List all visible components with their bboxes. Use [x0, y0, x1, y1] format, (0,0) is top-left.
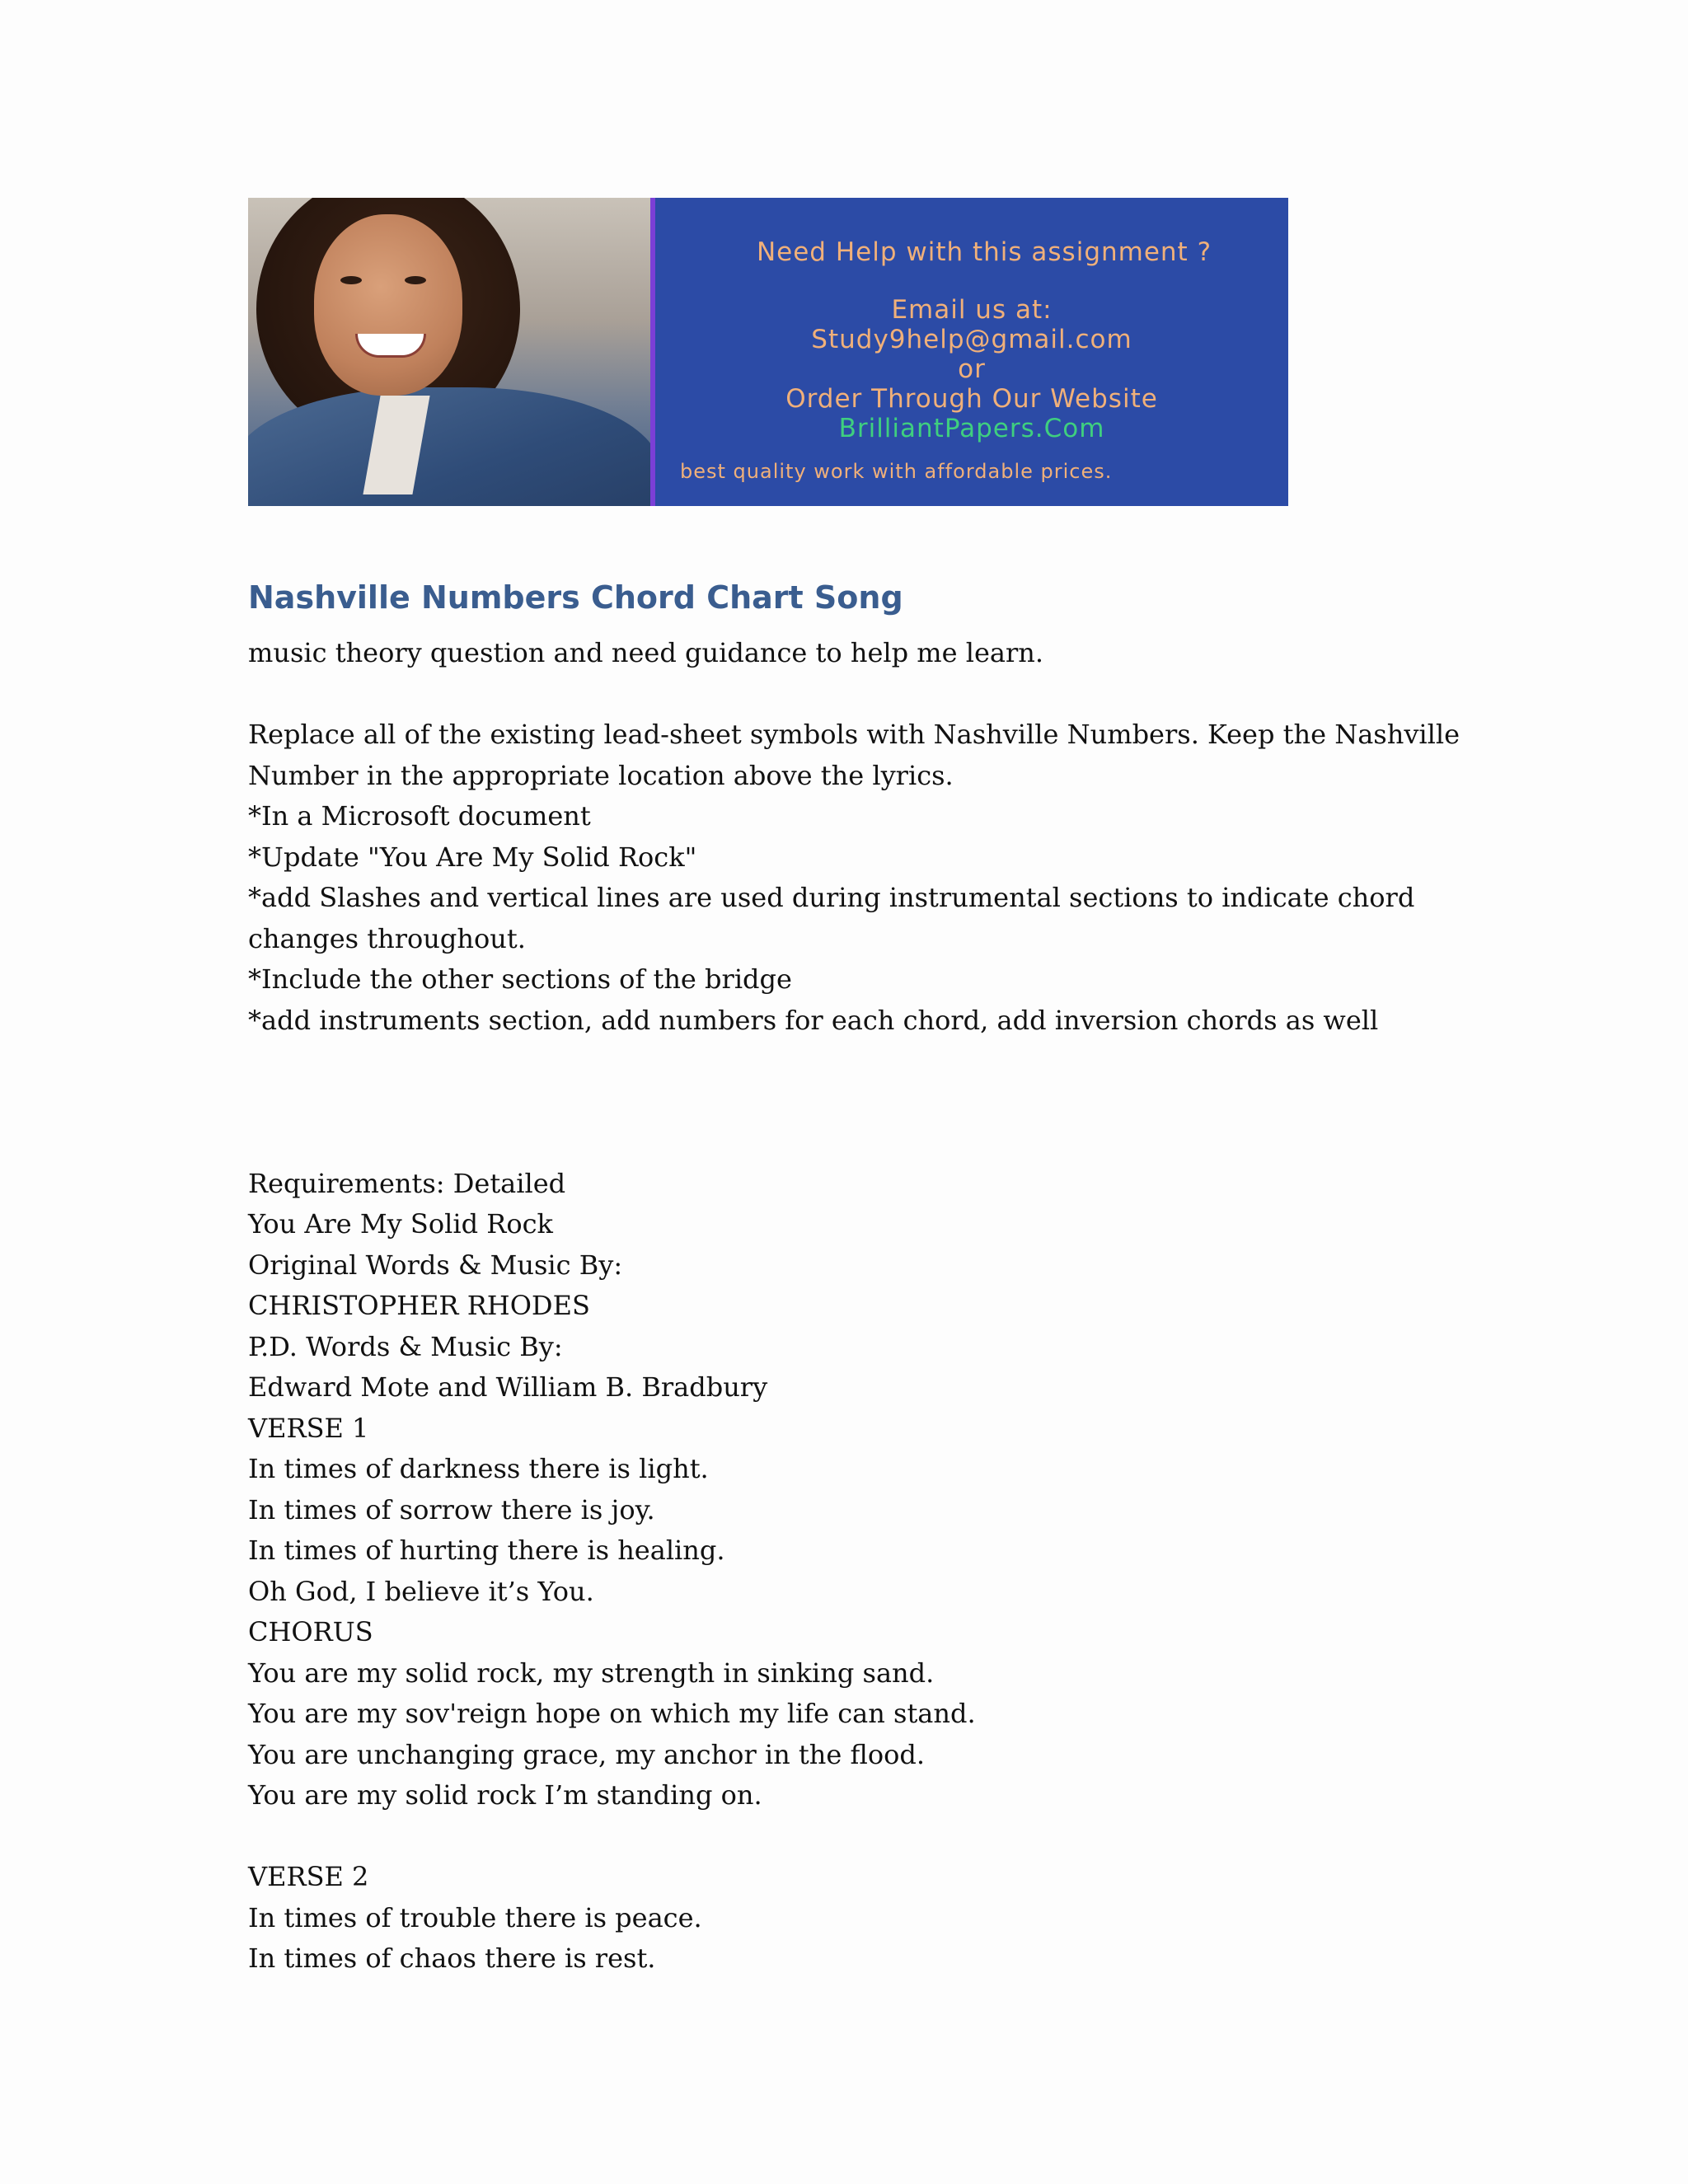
requirements-text: Requirements: Detailed — [248, 1167, 566, 1199]
song-title: You Are My Solid Rock — [248, 1208, 553, 1240]
banner-site: BrilliantPapers.Com — [838, 414, 1105, 443]
banner-tagline: best quality work with affordable prices. — [680, 460, 1113, 483]
lyric-line: In times of trouble there is peace. — [248, 1901, 702, 1933]
lyric-line: You are my solid rock I’m standing on. — [248, 1779, 762, 1811]
original-author: CHRISTOPHER RHODES — [248, 1290, 590, 1321]
verse1-label: VERSE 1 — [248, 1412, 369, 1444]
intro-text: music theory question and need guidance to help me learn. — [248, 637, 1044, 668]
lyric-line: In times of chaos there is rest. — [248, 1943, 656, 1974]
instruction-bullet: *add instruments section, add numbers for each chord, add inversion chords as well — [248, 1004, 1379, 1036]
chorus-label: CHORUS — [248, 1616, 373, 1647]
banner-email: Study9help@gmail.com — [811, 325, 1132, 354]
lyric-line: You are unchanging grace, my anchor in the flood. — [248, 1738, 926, 1770]
lyric-line: You are my solid rock, my strength in sinking sand. — [248, 1657, 935, 1689]
instruction-line: Replace all of the existing lead-sheet symbols with Nashville Numbers. Keep the Nashville — [248, 719, 1461, 750]
verse2-label: VERSE 2 — [248, 1861, 369, 1892]
lyric-line: Oh God, I believe it’s You. — [248, 1575, 594, 1607]
pd-authors: Edward Mote and William B. Bradbury — [248, 1371, 768, 1403]
instruction-bullet: *Update "You Are My Solid Rock" — [248, 841, 697, 873]
instruction-bullet: *add Slashes and vertical lines are used during instrumental sections to indicate chord — [248, 882, 1415, 913]
lyric-line: In times of sorrow there is joy. — [248, 1493, 655, 1526]
instruction-bullet: *In a Microsoft document — [248, 800, 591, 832]
banner-or: or — [958, 354, 986, 384]
banner-info — [655, 198, 1288, 506]
pd-label: P.D. Words & Music By: — [248, 1330, 563, 1362]
banner-email-label: Email us at: — [891, 295, 1053, 325]
document-body — [248, 633, 1461, 1980]
original-label: Original Words & Music By: — [248, 1249, 623, 1281]
document-title: Nashville Numbers Chord Chart Song — [248, 579, 903, 616]
instruction-line: Number in the appropriate location above the lyrics. — [248, 759, 954, 791]
lyric-line: In times of hurting there is healing. — [248, 1535, 725, 1566]
banner-order: Order Through Our Website — [785, 384, 1158, 414]
lyric-line: You are my sov'reign hope on which my life can stand. — [248, 1698, 976, 1729]
instruction-bullet-continued: changes throughout. — [248, 922, 526, 954]
ad-banner — [248, 198, 1288, 506]
instruction-bullet: *Include the other sections of the bridge — [248, 963, 792, 995]
banner-headline: Need Help with this assignment ? — [756, 237, 1212, 267]
banner-photo — [248, 198, 650, 506]
lyric-line: In times of darkness there is light. — [248, 1453, 709, 1484]
